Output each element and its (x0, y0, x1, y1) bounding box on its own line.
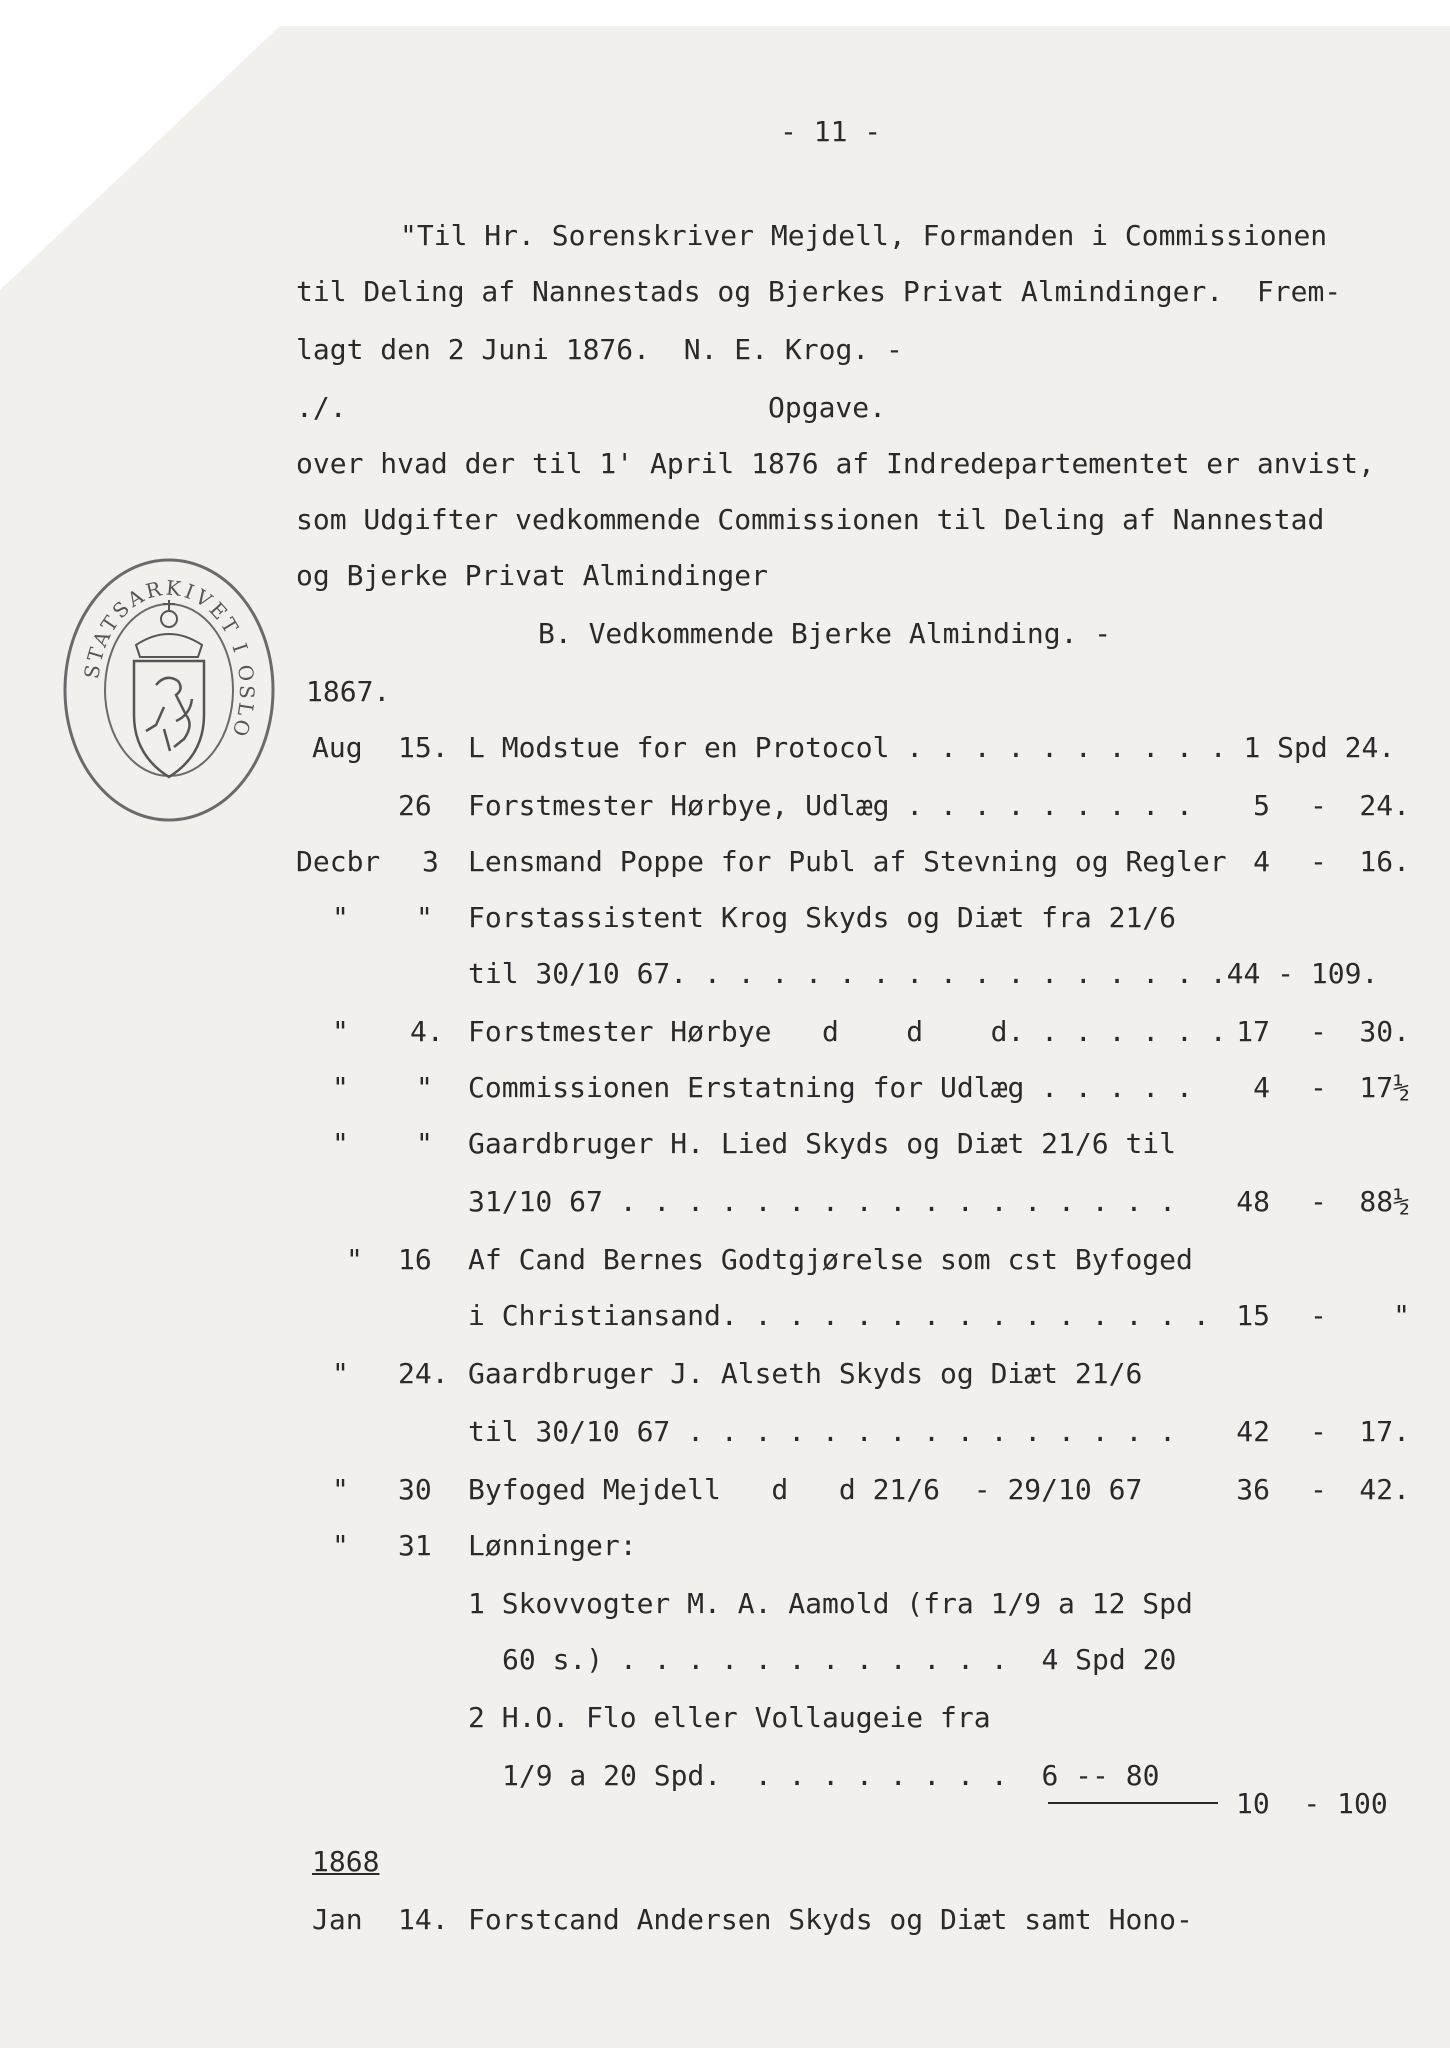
desc-line-2: som Udgifter vedkommende Commissionen til Deling af Nannestad (296, 503, 1325, 536)
entry-day: 31 (398, 1529, 432, 1562)
doc-title: Opgave. (768, 391, 887, 424)
archive-stamp (58, 555, 280, 825)
entry-text: Commissionen Erstatning for Udlæg . . . . . (468, 1071, 1193, 1104)
salary-line: 60 s.) . . . . . . . . . . . . 4 Spd 20 (502, 1643, 1177, 1676)
entry-month: Jan (312, 1903, 363, 1936)
entry-day: 4. (410, 1015, 444, 1048)
entry-day: 3 (422, 845, 439, 878)
entry-dash: - (1310, 1185, 1327, 1218)
entry-dash: - (1310, 1415, 1327, 1448)
desc-line-3: og Bjerke Privat Almindinger (296, 559, 769, 592)
salary-line: 1/9 a 20 Spd. . . . . . . . . 6 -- 80 (502, 1759, 1160, 1792)
entry-day: " (416, 901, 433, 934)
sum-rule (1048, 1802, 1218, 1804)
stamp-text: STATSARKIVET I OSLO (79, 575, 260, 743)
salary-line: 1 Skovvogter M. A. Aamold (fra 1/9 a 12 Spd (468, 1587, 1193, 1620)
entry-day: " (416, 1071, 433, 1104)
entry-text: til 30/10 67 . . . . . . . . . . . . . . . (468, 1415, 1177, 1448)
entry-month: " (332, 1473, 349, 1506)
entry-text: 31/10 67 . . . . . . . . . . . . . . . . . (468, 1185, 1177, 1218)
entry-month: " (332, 1357, 349, 1390)
entry-day: " (416, 1127, 433, 1160)
entry-spd: 42 (1236, 1415, 1270, 1448)
entry-spd: 5 (1253, 789, 1270, 822)
entry-text: Lønninger: (468, 1529, 637, 1562)
entry-text: Forstmester Hørbye d d d. . . . . . . (468, 1015, 1227, 1048)
entry-day: 30 (398, 1473, 432, 1506)
entry-spd: 4 (1253, 1071, 1270, 1104)
intro-line-2: til Deling af Nannestads og Bjerkes Privat Almindinger. Frem- (296, 275, 1342, 308)
entry-sk: 17½ (1359, 1071, 1410, 1104)
entry-text: i Christiansand. . . . . . . . . . . . . . . (468, 1299, 1210, 1332)
salary-line: 2 H.O. Flo eller Vollaugeie fra (468, 1701, 991, 1734)
entry-sk: 42. (1359, 1473, 1410, 1506)
entry-spd: 36 (1236, 1473, 1270, 1506)
entry-month: Decbr (296, 845, 381, 878)
year-1868: 1868 (312, 1845, 380, 1878)
entry-sk: 16. (1359, 845, 1410, 878)
year-1867: 1867. (306, 675, 391, 708)
entry-day: 16 (398, 1243, 432, 1276)
entry-month: " (332, 1015, 349, 1048)
entry-day: 15. (398, 731, 449, 764)
entry-text: Gaardbruger H. Lied Skyds og Diæt 21/6 til (468, 1127, 1177, 1160)
entry-day: 14. (398, 1903, 449, 1936)
entry-text: L Modstue for en Protocol . . . . . . . . . . 1 Spd 24. (468, 731, 1396, 764)
entry-month: " (332, 1127, 349, 1160)
entry-sk: 30. (1359, 1015, 1410, 1048)
entry-sk: " (1393, 1299, 1410, 1332)
intro-line-1: "Til Hr. Sorenskriver Mejdell, Formanden i Commissionen (400, 219, 1328, 252)
entry-dash: - (1310, 1015, 1327, 1048)
entry-text: Lensmand Poppe for Publ af Stevning og Regler (468, 845, 1227, 878)
entry-sk: 24. (1359, 789, 1410, 822)
entry-month: Aug (312, 731, 363, 764)
entry-spd: 4 (1253, 845, 1270, 878)
page-number: - 11 - (780, 115, 882, 148)
entry-text: Byfoged Mejdell d d 21/6 - 29/10 67 (468, 1473, 1143, 1506)
entry-day: 26 (398, 789, 432, 822)
entry-dash: - (1310, 1473, 1327, 1506)
salary-total: 10 - 100 (1236, 1787, 1388, 1820)
entry-sk: 88½ (1359, 1185, 1410, 1218)
entry-text: til 30/10 67. . . . . . . . . . . . . . . . .44 - 109. (468, 957, 1379, 990)
intro-line-3: lagt den 2 Juni 1876. N. E. Krog. - (296, 333, 903, 366)
entry-text: Gaardbruger J. Alseth Skyds og Diæt 21/6 (468, 1357, 1143, 1390)
entry-spd: 17 (1236, 1015, 1270, 1048)
entry-text: Af Cand Bernes Godtgjørelse som cst Byfoged (468, 1243, 1193, 1276)
section-heading: B. Vedkommende Bjerke Alminding. - (538, 617, 1112, 650)
entry-text: Forstmester Hørbye, Udlæg . . . . . . . . . (468, 789, 1193, 822)
entry-dash: - (1310, 1071, 1327, 1104)
entry-spd: 15 (1236, 1299, 1270, 1332)
entry-month: " (332, 901, 349, 934)
entry-text: Forstassistent Krog Skyds og Diæt fra 21/6 (468, 901, 1177, 934)
desc-line-1: over hvad der til 1' April 1876 af Indredepartementet er anvist, (296, 447, 1375, 480)
entry-month: " (332, 1071, 349, 1104)
attachment-mark: ./. (296, 391, 347, 424)
entry-text: Forstcand Andersen Skyds og Diæt samt Hono- (468, 1903, 1193, 1936)
entry-dash: - (1310, 1299, 1327, 1332)
entry-sk: 17. (1359, 1415, 1410, 1448)
entry-month: " (346, 1243, 363, 1276)
entry-dash: - (1310, 789, 1327, 822)
entry-day: 24. (398, 1357, 449, 1390)
entry-dash: - (1310, 845, 1327, 878)
entry-spd: 48 (1236, 1185, 1270, 1218)
entry-month: " (332, 1529, 349, 1562)
